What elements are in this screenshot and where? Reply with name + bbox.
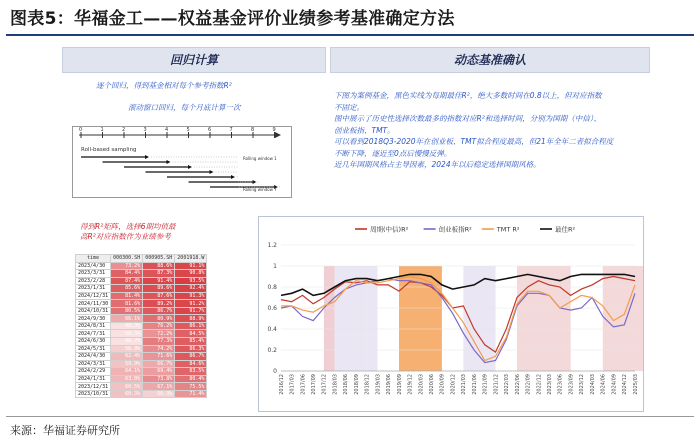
table-row: [76, 322, 207, 330]
table-note-1: 得到R²矩阵，选择6期均值最: [80, 222, 176, 231]
x-tick-label: 2020/12: [450, 374, 457, 395]
table-row: [76, 270, 207, 278]
x-tick-label: 2017/09: [310, 374, 317, 395]
table-value-cell: 69.4%: [143, 368, 175, 376]
table-value-cell: 56.9%: [111, 345, 143, 353]
table-row: [76, 307, 207, 315]
y-tick-label: 1: [273, 263, 277, 270]
table-value-cell: 91.7%: [175, 307, 207, 315]
x-tick-label: 2022/09: [525, 374, 532, 395]
table-value-cell: 73.8%: [143, 375, 175, 383]
table-date-cell: 2023/1/31: [76, 285, 111, 293]
table-value-cell: 83.5%: [175, 368, 207, 376]
roll-window-arrowhead: [231, 175, 235, 179]
roll-tick-label: 6: [208, 127, 212, 133]
table-row: [76, 285, 207, 293]
table-value-cell: 86.7%: [175, 353, 207, 361]
roll-tick-label: 1: [100, 127, 104, 133]
x-tick-label: 2017/12: [321, 374, 328, 395]
x-tick-label: 2018/03: [332, 374, 339, 395]
x-tick-label: 2025/03: [632, 374, 639, 395]
table-row: [76, 345, 207, 353]
table-value-cell: 84.5%: [175, 330, 207, 338]
roll-tick-label: 2: [122, 127, 126, 133]
table-date-cell: 2023/3/31: [76, 270, 111, 278]
table-value-cell: 80.4%: [175, 375, 207, 383]
highlight-band: [324, 266, 335, 371]
x-tick-label: 2024/12: [622, 374, 629, 395]
table-value-cell: 64.1%: [111, 368, 143, 376]
x-tick-label: 2017/03: [289, 374, 296, 395]
x-tick-label: 2019/09: [396, 374, 403, 395]
table-value-cell: 84.6%: [175, 360, 207, 368]
y-tick-label: 0.8: [267, 284, 277, 291]
y-tick-label: 0.2: [267, 347, 277, 354]
table-value-cell: 89.2%: [143, 300, 175, 308]
table-row: [76, 315, 207, 323]
table-row: [76, 375, 207, 383]
table-value-cell: 93.5%: [175, 277, 207, 285]
x-tick-label: 2022/06: [514, 374, 521, 395]
x-tick-label: 2019/06: [386, 374, 393, 395]
table-value-cell: 48.3%: [111, 322, 143, 330]
left-panel-heading-text: 回归计算: [169, 53, 218, 67]
y-tick-label: 0.4: [267, 326, 277, 333]
table-row: [76, 383, 207, 391]
table-row: [76, 300, 207, 308]
table-value-cell: 91.1%: [175, 262, 207, 270]
x-tick-label: 2018/12: [364, 374, 371, 395]
x-tick-label: 2018/06: [343, 374, 350, 395]
header-divider: [6, 34, 694, 36]
table-date-cell: 2024/3/31: [76, 360, 111, 368]
table-value-cell: 91.4%: [143, 277, 175, 285]
table-value-cell: 91.2%: [175, 300, 207, 308]
table-value-cell: 86.1%: [175, 322, 207, 330]
y-tick-label: 1.2: [267, 242, 277, 249]
x-tick-label: 2024/03: [589, 374, 596, 395]
x-tick-label: 2024/09: [611, 374, 618, 395]
x-tick-label: 2020/03: [418, 374, 425, 395]
table-value-cell: 63.0%: [111, 375, 143, 383]
rolling-window-first: Rolling window 1: [243, 156, 277, 161]
table-value-cell: 81.6%: [111, 300, 143, 308]
table-value-cell: 85.6%: [111, 285, 143, 293]
table-date-cell: 2024/7/31: [76, 330, 111, 338]
x-tick-label: 2020/06: [428, 374, 435, 395]
x-tick-label: 2017/06: [300, 374, 307, 395]
right-line-1: 下图为案例基金，黑色实线为每期最佳R²，绝大多数时间在0.8以上，但对应指数: [334, 91, 602, 100]
x-tick-label: 2023/06: [557, 374, 564, 395]
x-tick-label: 2021/09: [482, 374, 489, 395]
table-date-cell: 2024/12/31: [76, 292, 111, 300]
legend-label: 创业板指R²: [438, 225, 472, 234]
x-tick-label: 2023/12: [579, 374, 586, 395]
roll-tick-label: 4: [165, 127, 169, 133]
table-row: [76, 368, 207, 376]
highlight-band: [399, 266, 442, 371]
highlight-band: [517, 266, 571, 371]
x-tick-label: 2021/12: [493, 374, 500, 395]
table-value-cell: 59.9%: [111, 360, 143, 368]
rolling-window-diagram: [72, 126, 292, 198]
table-value-cell: 56.3%: [143, 390, 175, 398]
left-line-2: 滚动窗口回归，每个月底计算一次: [128, 103, 241, 112]
x-tick-label: 2021/06: [471, 374, 478, 395]
table-value-cell: 80.5%: [111, 307, 143, 315]
right-panel-text: [334, 90, 648, 190]
left-panel-heading: [62, 47, 326, 73]
roll-window-arrowhead: [167, 160, 171, 164]
right-line-6: 不断下降，逐近至0点后慢慢反弹。: [334, 148, 452, 158]
table-note-2: 高R²对应指数作为业绩参考: [80, 232, 171, 241]
x-tick-label: 2024/06: [600, 374, 607, 395]
table-row: [76, 292, 207, 300]
right-line-2: 不固定。: [334, 102, 364, 112]
highlight-band: [603, 266, 643, 371]
table-row: [76, 360, 207, 368]
table-value-cell: 81.4%: [111, 292, 143, 300]
table-value-cell: 77.3%: [143, 338, 175, 346]
table-value-cell: 72.2%: [143, 330, 175, 338]
table-row: [76, 338, 207, 346]
roll-tick-label: 7: [229, 127, 233, 133]
table-value-cell: 91.3%: [175, 292, 207, 300]
x-tick-label: 2022/03: [504, 374, 511, 395]
table-row: [76, 262, 207, 270]
roll-window-arrowhead: [145, 155, 149, 159]
table-date-cell: 2023/4/30: [76, 262, 111, 270]
header: [0, 0, 700, 36]
right-panel-heading-text: 动态基准确认: [453, 53, 526, 67]
r2-matrix-table: [75, 254, 207, 398]
table-value-cell: 87.3%: [143, 270, 175, 278]
table-date-cell: 2023/2/28: [76, 277, 111, 285]
table-note: [80, 222, 176, 242]
table-value-cell: 71.6%: [143, 353, 175, 361]
table-value-cell: 60.5%: [111, 383, 143, 391]
x-tick-label: 2022/12: [536, 374, 543, 395]
table-date-cell: 2024/10/31: [76, 307, 111, 315]
table-value-cell: 62.4%: [111, 353, 143, 361]
table-header-cell: time: [76, 255, 111, 263]
roll-tick-label: 8: [251, 127, 255, 133]
table-value-cell: 66.7%: [143, 360, 175, 368]
table-row: [76, 330, 207, 338]
rolling-label: Roll-based sampling: [81, 147, 137, 153]
x-tick-label: 2019/12: [407, 374, 414, 395]
x-tick-label: 2018/09: [353, 374, 360, 395]
table-value-cell: 66.1%: [111, 315, 143, 323]
table-date-cell: 2023/10/31: [76, 390, 111, 398]
table-value-cell: 87.6%: [143, 292, 175, 300]
roll-tick-label: 0: [79, 127, 83, 133]
table-row: [76, 390, 207, 398]
table-value-cell: 86.7%: [143, 307, 175, 315]
legend-label: 周期(中信)R²: [370, 225, 409, 234]
table-date-cell: 2024/9/30: [76, 315, 111, 323]
x-tick-label: 2019/03: [375, 374, 382, 395]
right-line-4: 创业板指、TMT。: [334, 125, 395, 135]
roll-tick-label: 5: [186, 127, 190, 133]
table-header-cell: 2001918.W: [175, 255, 207, 263]
footer-divider: [6, 416, 694, 417]
roll-window-arrowhead: [188, 165, 192, 169]
x-tick-label: 2016/12: [278, 374, 285, 395]
table-value-cell: 71.4%: [175, 390, 207, 398]
table-value-cell: 84.4%: [111, 270, 143, 278]
table-value-cell: 80.9%: [143, 315, 175, 323]
table-value-cell: 75.5%: [175, 383, 207, 391]
right-line-5: 可以看到2018Q3-2020年在创业板、TMT拟合程度最高，但21年全年二者拟合程度: [334, 137, 614, 146]
table-header-cell: 000300.SH: [111, 255, 143, 263]
table-value-cell: 85.4%: [175, 338, 207, 346]
legend-label: 最佳R²: [555, 225, 576, 234]
table-value-cell: 76.2%: [143, 322, 175, 330]
table-value-cell: 92.4%: [175, 285, 207, 293]
x-tick-label: 2023/09: [568, 374, 575, 395]
table-row: [76, 277, 207, 285]
r2-chart: [258, 216, 644, 412]
left-line-1: 逐个回归，得到基金相对每个参考指数R²: [96, 81, 232, 90]
x-tick-label: 2023/03: [546, 374, 553, 395]
y-tick-label: 0.6: [267, 305, 277, 312]
legend-label: TMT R²: [496, 225, 520, 234]
table-value-cell: 90.8%: [175, 270, 207, 278]
table-date-cell: 2024/5/31: [76, 345, 111, 353]
figure-title: 图表5：华福金工——权益基金评价业绩参考基准确定方法: [10, 9, 455, 29]
table-value-cell: 67.1%: [143, 383, 175, 391]
y-tick-label: 0: [273, 368, 277, 375]
table-value-cell: 50.3%: [111, 330, 143, 338]
table-date-cell: 2024/2/29: [76, 368, 111, 376]
table-value-cell: 86.3%: [175, 345, 207, 353]
table-value-cell: 74.2%: [143, 345, 175, 353]
table-value-cell: 48.7%: [111, 338, 143, 346]
table-value-cell: 87.4%: [111, 277, 143, 285]
right-panel-heading: [330, 47, 650, 73]
x-tick-label: 2021/03: [461, 374, 468, 395]
table-row: [76, 353, 207, 361]
table-date-cell: 2023/12/31: [76, 383, 111, 391]
right-line-3: 图中展示了历史性选择次数最多的指数对应R²和选择时间，分别为国期（中信）、: [334, 114, 601, 123]
table-date-cell: 2024/4/30: [76, 353, 111, 361]
right-line-7: 近几年国期风格占主导因素，2024年以后稳定选择国期风格。: [334, 160, 541, 169]
roll-tick-label: 3: [143, 127, 147, 133]
table-date-cell: 2024/1/31: [76, 375, 111, 383]
table-value-cell: 60.3%: [111, 390, 143, 398]
table-date-cell: 2024/8/31: [76, 322, 111, 330]
source-note: 来源：华福证券研究所: [10, 424, 120, 437]
x-tick-label: 2020/09: [439, 374, 446, 395]
r2-chart-svg: [259, 217, 643, 411]
table-value-cell: 73.2%: [111, 262, 143, 270]
rolling-window-last: Rolling window 7: [243, 187, 277, 192]
table-date-cell: 2024/6/30: [76, 338, 111, 346]
table-date-cell: 2024/11/30: [76, 300, 111, 308]
rolling-window-svg: [73, 127, 291, 197]
table-header-cell: 000905.SH: [143, 255, 175, 263]
table-value-cell: 88.9%: [175, 315, 207, 323]
roll-window-arrowhead: [210, 170, 214, 174]
table-value-cell: 89.6%: [143, 285, 175, 293]
roll-tick-label: 9: [272, 127, 276, 133]
table-value-cell: 88.6%: [143, 262, 175, 270]
